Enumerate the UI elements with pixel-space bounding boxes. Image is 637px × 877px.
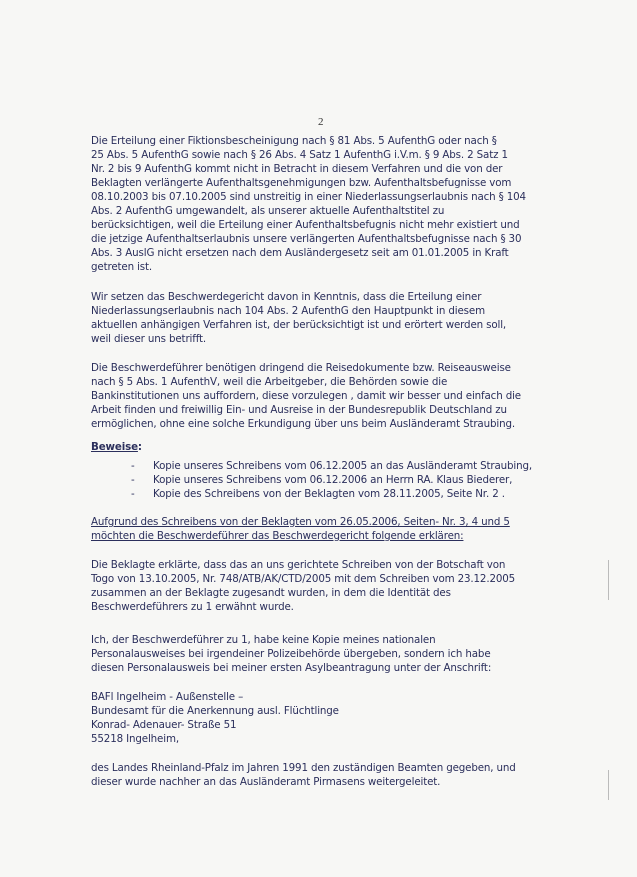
paragraph-fiktionsbescheinigung bbox=[91, 134, 526, 274]
text-line: Wir setzen das Beschwerdegericht davon in Kenntnis, dass die Erteilung einer bbox=[91, 291, 482, 303]
text-line: BAFl Ingelheim - Außenstelle – bbox=[91, 691, 244, 703]
text-line: Personalausweises bei irgendeiner Polizeibehörde übergeben, sondern ich habe bbox=[91, 648, 491, 660]
paragraph-aufgrund-underlined bbox=[91, 515, 510, 543]
beweise-heading bbox=[91, 440, 142, 454]
text-line: Nr. 2 bis 9 AufenthG kommt nicht in Betracht in diesem Verfahren und die von der bbox=[91, 163, 503, 175]
text-line: Arbeit finden und freiwillig Ein- und Ausreise in der Bundesrepublik Deutschland zu bbox=[91, 404, 507, 416]
text-line: Beschwerdeführers zu 1 erwähnt wurde. bbox=[91, 601, 294, 613]
scan-edge-mark bbox=[608, 560, 609, 600]
text-line: zusammen an der Beklagte zugesandt wurden, in dem die Identität des bbox=[91, 587, 451, 599]
paragraph-beklagte-erklaerte bbox=[91, 558, 515, 614]
text-line: weil dieser uns betrifft. bbox=[91, 333, 207, 345]
text-line: Ich, der Beschwerdeführer zu 1, habe keine Kopie meines nationalen bbox=[91, 634, 436, 646]
address-block bbox=[91, 690, 339, 746]
text-line: Bankinstitutionen uns auffordern, diese vorzulegen , damit wir besser und einfach die bbox=[91, 390, 521, 402]
beweise-label: Beweise bbox=[91, 441, 138, 453]
list-item bbox=[131, 473, 532, 487]
text-line: Die Beklagte erklärte, dass das an uns gerichtete Schreiben von der Botschaft von bbox=[91, 559, 506, 571]
text-line: möchten die Beschwerdeführer das Beschwerdegericht folgende erklären: bbox=[91, 530, 464, 542]
text-line: Konrad- Adenauer- Straße 51 bbox=[91, 719, 237, 731]
text-line: diesen Personalausweis bei meiner ersten Asylbeantragung unter der Anschrift: bbox=[91, 662, 492, 674]
list-item bbox=[131, 459, 532, 473]
list-item-text: Kopie unseres Schreibens vom 06.12.2005 an das Ausländeramt Straubing, bbox=[153, 460, 533, 472]
paragraph-rheinland-pfalz bbox=[91, 761, 516, 789]
text-line: die jetzige Aufenthaltserlaubnis unsere verlängerten Aufenthaltsbefugnisse nach § 30 bbox=[91, 233, 522, 245]
text-line: Bundesamt für die Anerkennung ausl. Flüchtlinge bbox=[91, 705, 339, 717]
paragraph-niederlassungserlaubnis bbox=[91, 290, 506, 346]
paragraph-personalausweis bbox=[91, 633, 491, 675]
list-dash: - bbox=[131, 460, 135, 472]
text-line: 55218 Ingelheim, bbox=[91, 733, 179, 745]
paragraph-reisedokumente bbox=[91, 361, 521, 431]
text-line: nach § 5 Abs. 1 AufenthV, weil die Arbeitgeber, die Behörden sowie die bbox=[91, 376, 448, 388]
beweise-list bbox=[131, 459, 532, 501]
text-line: 25 Abs. 5 AufenthG sowie nach § 26 Abs. 4 Satz 1 AufenthG i.V.m. § 9 Abs. 2 Satz 1 bbox=[91, 149, 508, 161]
text-line: berücksichtigen, weil die Erteilung einer Aufenthaltsbefugnis nicht mehr existiert und bbox=[91, 219, 520, 231]
list-item bbox=[131, 487, 532, 501]
text-line: dieser wurde nachher an das Ausländeramt Pirmasens weitergeleitet. bbox=[91, 776, 441, 788]
text-line: Die Beschwerdeführer benötigen dringend die Reisedokumente bzw. Reiseausweise bbox=[91, 362, 511, 374]
text-line: Togo von 13.10.2005, Nr. 748/ATB/AK/CTD/2005 mit dem Schreiben vom 23.12.2005 bbox=[91, 573, 516, 585]
list-dash: - bbox=[131, 488, 135, 500]
text-line: des Landes Rheinland-Pfalz im Jahren 1991 den zuständigen Beamten gegeben, und bbox=[91, 762, 516, 774]
text-line: ermöglichen, ohne eine solche Erkundigung über uns beim Ausländeramt Straubing. bbox=[91, 418, 515, 430]
text-line: Aufgrund des Schreibens von der Beklagten vom 26.05.2006, Seiten- Nr. 3, 4 und 5 bbox=[91, 516, 510, 528]
text-line: getreten ist. bbox=[91, 261, 153, 273]
text-line: Abs. 2 AufenthG umgewandelt, als unserer aktuelle Aufenthaltstitel zu bbox=[91, 205, 445, 217]
text-line: aktuellen anhängigen Verfahren ist, der berücksichtigt ist und erörtert werden soll, bbox=[91, 319, 507, 331]
list-item-text: Kopie des Schreibens von der Beklagten vom 28.11.2005, Seite Nr. 2 . bbox=[153, 488, 505, 500]
text-line: Niederlassungserlaubnis nach 104 Abs. 2 AufenthG den Hauptpunkt in diesem bbox=[91, 305, 485, 317]
text-line: 08.10.2003 bis 07.10.2005 sind unstreitig in einer Niederlassungserlaubnis nach § 104 bbox=[91, 191, 526, 203]
page-number: 2 bbox=[318, 116, 324, 128]
text-line: Beklagten verlängerte Aufenthaltsgenehmigungen bzw. Aufenthaltsbefugnisse vom bbox=[91, 177, 512, 189]
list-item-text: Kopie unseres Schreibens vom 06.12.2006 an Herrn RA. Klaus Biederer, bbox=[153, 474, 513, 486]
beweise-colon: : bbox=[137, 441, 142, 453]
text-line: Die Erteilung einer Fiktionsbescheinigung nach § 81 Abs. 5 AufenthG oder nach § bbox=[91, 135, 497, 147]
scan-edge-mark bbox=[608, 770, 609, 800]
text-line: Abs. 3 AuslG nicht ersetzen nach dem Ausländergesetz seit am 01.01.2005 in Kraft bbox=[91, 247, 509, 259]
list-dash: - bbox=[131, 474, 135, 486]
